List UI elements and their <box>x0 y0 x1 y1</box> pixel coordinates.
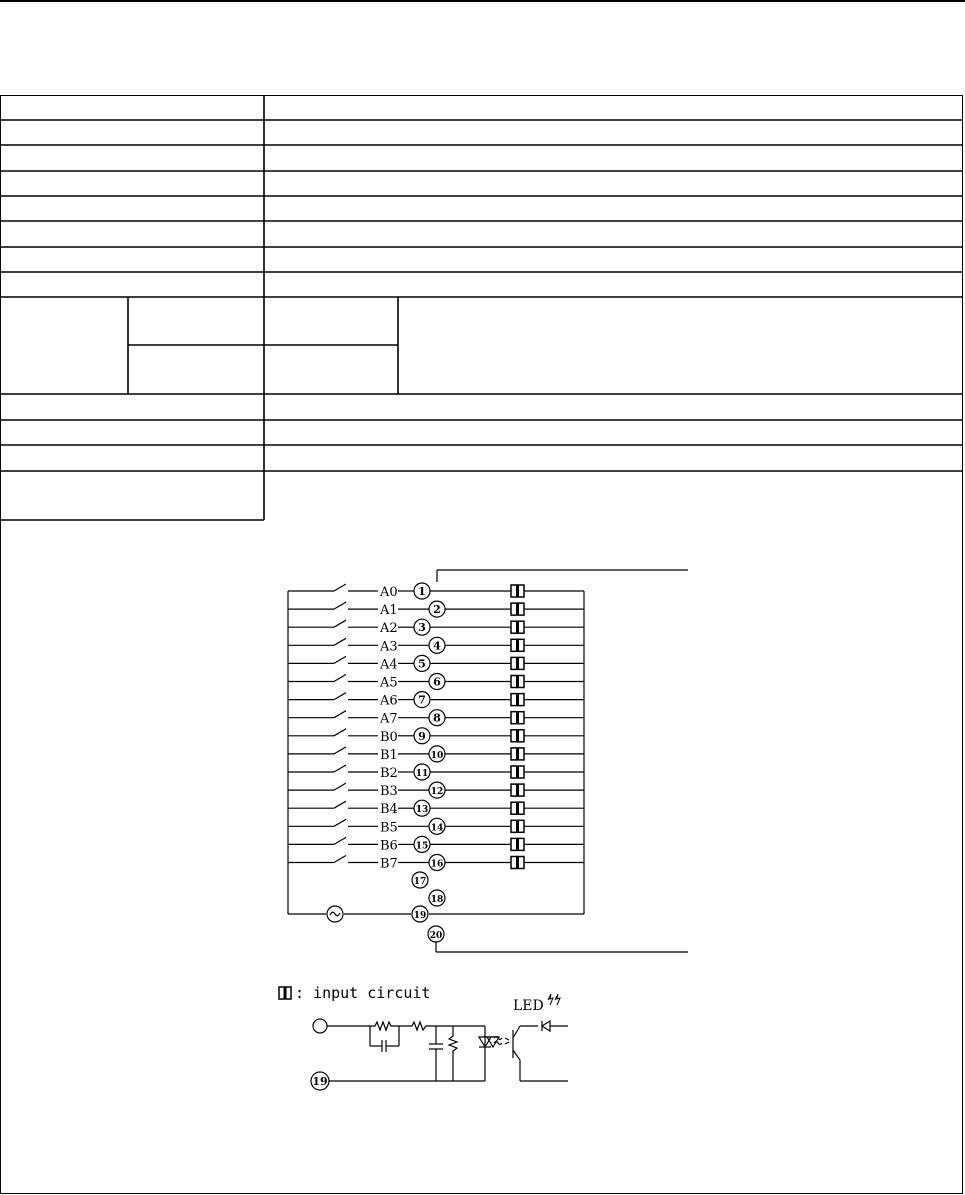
input-label: A3 <box>380 639 398 655</box>
input-label: A5 <box>380 675 398 691</box>
input-circuit-symbol <box>511 694 524 706</box>
svg-text:12: 12 <box>430 787 444 798</box>
wiring-row <box>288 728 584 745</box>
svg-text:15: 15 <box>415 841 429 852</box>
wiring-row <box>288 800 584 817</box>
terminal-3 <box>414 619 430 635</box>
input-circuit-symbol <box>511 838 524 850</box>
wiring-row <box>288 710 584 727</box>
input-circuit-symbol <box>511 730 524 742</box>
input-circuit-symbol <box>511 657 524 669</box>
terminal-4 <box>429 637 445 653</box>
svg-text:8: 8 <box>433 711 441 725</box>
input-circuit-symbol <box>511 712 524 724</box>
svg-text:14: 14 <box>430 823 444 834</box>
input-circuit-symbol <box>511 820 524 832</box>
switch-contact <box>334 602 346 609</box>
switch-contact <box>334 819 346 826</box>
svg-text:20: 20 <box>429 931 443 941</box>
svg-text:1: 1 <box>418 585 426 598</box>
input-label: B3 <box>380 784 398 800</box>
terminal-10 <box>429 746 445 762</box>
wiring-row <box>288 619 584 636</box>
input-circuit-symbol <box>511 802 524 814</box>
ac-source-symbol <box>327 906 343 922</box>
input-label: B2 <box>380 766 398 781</box>
switch-contact <box>334 765 346 772</box>
led-label-group <box>513 994 560 1014</box>
svg-text:7: 7 <box>418 693 426 707</box>
input-label: A7 <box>380 711 398 727</box>
switch-contact <box>334 711 346 718</box>
wiring-row <box>288 583 584 600</box>
svg-text:19: 19 <box>413 911 427 921</box>
terminal-1 <box>414 583 430 599</box>
input-circuit-symbol <box>511 639 524 651</box>
wiring-row <box>288 674 584 691</box>
svg-text:6: 6 <box>433 675 441 689</box>
switch-contact <box>334 638 346 645</box>
wiring-row <box>288 782 584 799</box>
svg-text:13: 13 <box>415 805 429 816</box>
wiring-row <box>288 746 584 763</box>
switch-contact <box>334 584 346 591</box>
wiring-row <box>288 764 584 781</box>
svg-text:17: 17 <box>413 877 427 887</box>
wiring-row <box>288 692 584 709</box>
input-circuit-symbol <box>511 585 524 597</box>
wiring-row <box>288 855 584 872</box>
switch-contact <box>334 747 346 754</box>
switch-contact <box>334 656 346 663</box>
terminal-14 <box>429 818 445 834</box>
terminal-5 <box>414 655 430 671</box>
input-circuit-symbol <box>511 784 524 796</box>
input-circuit-symbol <box>511 857 524 869</box>
input-label: A6 <box>380 693 398 709</box>
terminal-17 <box>412 872 428 888</box>
input-circuit-symbol <box>279 987 291 999</box>
terminal-18 <box>429 890 445 906</box>
svg-text:11: 11 <box>415 769 429 779</box>
circuit-terminal-label: 19 <box>312 1075 328 1088</box>
terminal-6 <box>429 674 445 690</box>
wiring-row <box>288 601 584 618</box>
led-label: LED <box>513 998 544 1014</box>
input-label: A4 <box>380 657 398 673</box>
input-circuit-label: : input circuit <box>295 984 431 1002</box>
input-label: A0 <box>380 585 398 600</box>
input-circuit-symbol <box>511 748 524 760</box>
wiring-row <box>288 836 584 853</box>
input-label: B7 <box>380 856 398 872</box>
switch-contact <box>334 675 346 682</box>
wiring-row <box>288 655 584 672</box>
terminal-8 <box>429 710 445 726</box>
input-circuit-symbol <box>511 603 524 615</box>
terminal-7 <box>414 692 430 708</box>
terminal-15 <box>414 836 430 852</box>
terminal-20 <box>428 926 444 942</box>
terminal-13 <box>414 800 430 816</box>
input-label: B1 <box>380 747 398 763</box>
light-emission-icon <box>548 994 560 1005</box>
input-label: B0 <box>380 729 398 745</box>
wiring-row <box>288 637 584 654</box>
terminal-2 <box>429 601 445 617</box>
input-label: B6 <box>380 838 398 854</box>
input-circuit-symbol <box>511 676 524 688</box>
circuit-terminal-19 <box>311 1072 329 1090</box>
input-label: A1 <box>380 603 398 619</box>
switch-contact <box>334 856 346 863</box>
switch-contact <box>334 693 346 700</box>
switch-contact <box>334 837 346 844</box>
switch-contact <box>334 620 346 627</box>
input-circuit-symbol <box>511 766 524 778</box>
svg-text:2: 2 <box>433 603 441 617</box>
svg-text:16: 16 <box>430 859 444 870</box>
terminal-16 <box>429 855 445 871</box>
input-label: A2 <box>380 621 398 637</box>
svg-text:10: 10 <box>430 750 444 761</box>
wiring-row <box>288 818 584 835</box>
svg-text:4: 4 <box>433 639 441 653</box>
input-label: B4 <box>380 802 398 818</box>
switch-contact <box>334 801 346 808</box>
input-label: B5 <box>380 820 398 836</box>
terminal-11 <box>414 764 430 780</box>
terminal-12 <box>429 782 445 798</box>
svg-text:9: 9 <box>418 729 426 743</box>
terminal-19 <box>412 906 428 922</box>
svg-text:5: 5 <box>418 657 426 671</box>
svg-text:18: 18 <box>430 895 444 905</box>
svg-text:3: 3 <box>418 621 426 635</box>
input-circuit-schematic <box>313 1019 568 1081</box>
input-circuit-symbol <box>511 621 524 633</box>
switch-contact <box>334 783 346 790</box>
terminal-9 <box>414 728 430 744</box>
input-circuit-legend <box>279 984 430 1002</box>
switch-contact <box>334 729 346 736</box>
